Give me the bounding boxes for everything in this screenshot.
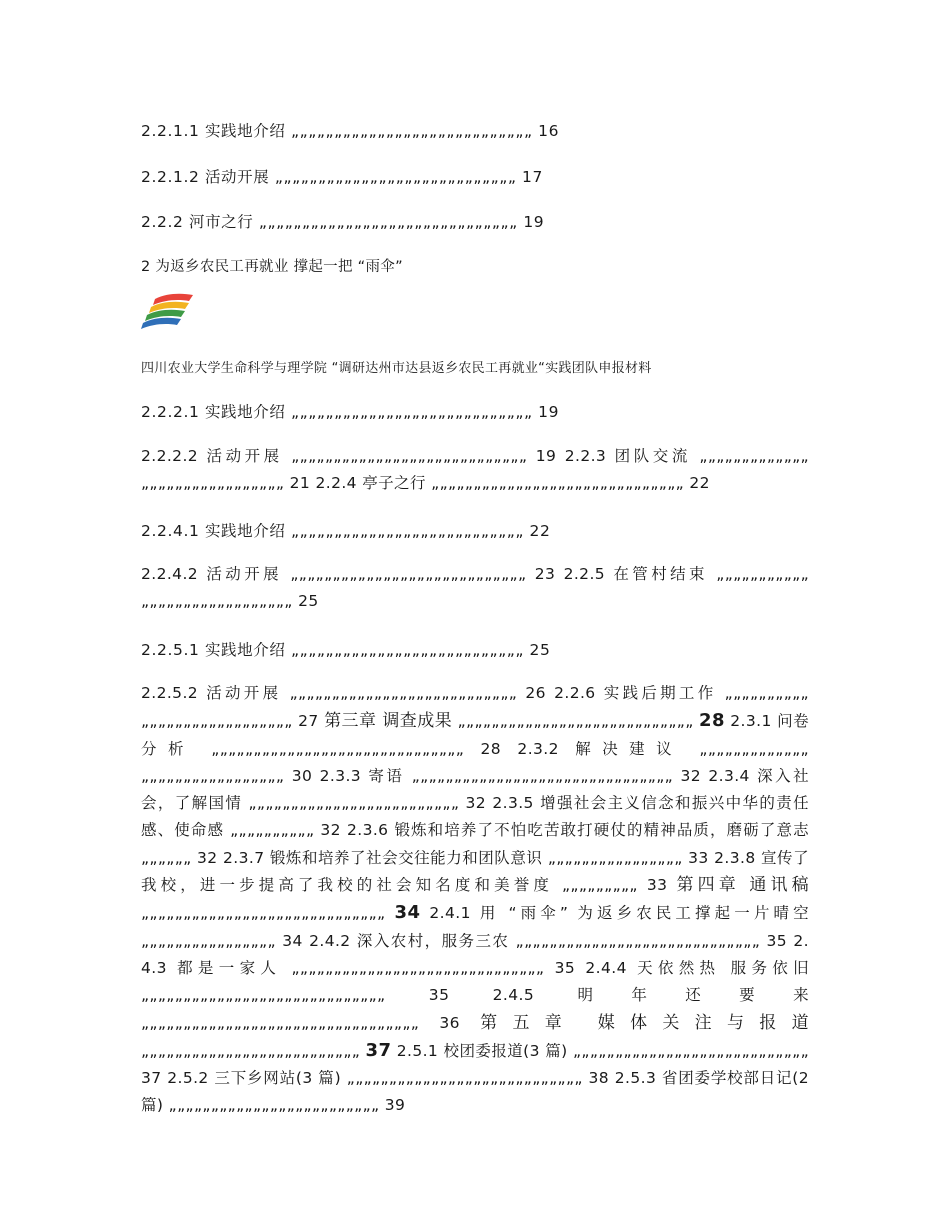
toc-leader: „„„„„„„„„„„„„„„„„„„„„„„„„„„„„: [141, 904, 395, 923]
toc-entry: 2.2.1.2 活动开展 „„„„„„„„„„„„„„„„„„„„„„„„„„„„ 17: [141, 168, 543, 186]
chapter-page-number: 34: [394, 902, 421, 924]
toc-entry: 2.2.2 河市之行 „„„„„„„„„„„„„„„„„„„„„„„„„„„„„„ 19: [141, 213, 545, 231]
chapter-heading: 第三章 调查成果: [324, 711, 453, 732]
chapter-heading: 第五章 媒体关注与报道: [480, 1012, 809, 1033]
chapter-page-number: 28: [699, 710, 725, 732]
toc-paragraph: 2.2.2.2 活动开展 „„„„„„„„„„„„„„„„„„„„„„„„„„„„ 19 2.2.3 团队交流 „„„„„„„„„„„„„ „„„„„„„„„„„„„„„„„ 21 2.2.4 亭子之行 „„„„„„„„„„„„„„„„„„„„„„„„„„„„„„ 22: [141, 447, 809, 493]
header-title: 2 为返乡农民工再就业 撑起一把 “雨伞”: [141, 259, 403, 275]
toc-entry: 2.2.4.1 实践地介绍 „„„„„„„„„„„„„„„„„„„„„„„„„„„ 22: [141, 522, 551, 540]
toc-entry: 2.2.1.1 实践地介绍 „„„„„„„„„„„„„„„„„„„„„„„„„„„„ 16: [141, 122, 560, 140]
toc-leader: „„„„„„„„„„„„„„„„„„„„„„„„„„„„: [452, 712, 700, 731]
toc-text: 2.3.1 问卷分析 „„„„„„„„„„„„„„„„„„„„„„„„„„„„„„ 28 2.3.2 解决建议 „„„„„„„„„„„„„ „„„„„„„„„„„„„„„„„ 30 2.3.3 寄语 „„„„„„„„„„„„„„„„„„„„„„„„„„„„„„„ 32 2.3.4 深入社会，了解国情 „„„„„„„„„„„„„„„„„„„„„„„„„ 32 2.3.5 增强社会主义信念和振兴中华的责任感、使命感 „„„„„„„„„„ 32 2.3.6 锻炼和培养了不怕吃苦敢打硬仗的精神品质，磨砺了意志 „„„„„„ 32 2.3.7 锻炼和培养了社会交往能力和团队意识 „„„„„„„„„„„„„„„„ 33 2.3.8 宣传了我校，进一步提高了我校的社会知名度和美誉度 „„„„„„„„„ 33: [141, 712, 809, 895]
university-logo: [141, 291, 193, 333]
toc-text: 2.2.5.2 活动开展 „„„„„„„„„„„„„„„„„„„„„„„„„„„ 26 2.2.6 实践后期工作 „„„„„„„„„„ „„„„„„„„„„„„„„„„„„ 27: [141, 684, 809, 731]
toc-entry: 2.2.2.1 实践地介绍 „„„„„„„„„„„„„„„„„„„„„„„„„„„„ 19: [141, 403, 560, 421]
toc-text: 2.4.1 用 “雨伞” 为返乡农民工撑起一片晴空 „„„„„„„„„„„„„„„„ 34 2.4.2 深入农村，服务三农 „„„„„„„„„„„„„„„„„„„„„„„„„„„„„ 35 2.4.3 都是一家人 „„„„„„„„„„„„„„„„„„„„„„„„„„„„„„ 35 2.4.4 天依然热 服务依旧 „„„„„„„„„„„„„„„„„„„„„„„„„„„„„ 35 2.4.5 明年还要来 „„„„„„„„„„„„„„„„„„„„„„„„„„„„„„„„„ 36: [141, 904, 809, 1032]
toc-leader: „„„„„„„„„„„„„„„„„„„„„„„„„„: [141, 1041, 366, 1060]
header-subtitle: 四川农业大学生命科学与理学院 “调研达州市达县返乡农民工再就业“实践团队申报材料: [141, 361, 652, 376]
toc-entry: 2.2.5.1 实践地介绍 „„„„„„„„„„„„„„„„„„„„„„„„„„„ 25: [141, 641, 551, 659]
toc-text: 2.5.1 校团委报道(3 篇) „„„„„„„„„„„„„„„„„„„„„„„„„„„„ 37 2.5.2 三下乡网站(3 篇) „„„„„„„„„„„„„„„„„„„„„„„„„„„„ 38 2.5.3 省团委学校部日记(2 篇) „„„„„„„„„„„„„„„„„„„„„„„„„ 39: [141, 1041, 810, 1115]
chapter-page-number: 37: [365, 1039, 392, 1061]
toc-block: [141, 680, 809, 1120]
chapter-heading: 第四章 通讯稿: [676, 875, 809, 896]
toc-paragraph: 2.2.4.2 活动开展 „„„„„„„„„„„„„„„„„„„„„„„„„„„„ 23 2.2.5 在管村结束 „„„„„„„„„„„ „„„„„„„„„„„„„„„„„„ 25: [141, 565, 809, 611]
